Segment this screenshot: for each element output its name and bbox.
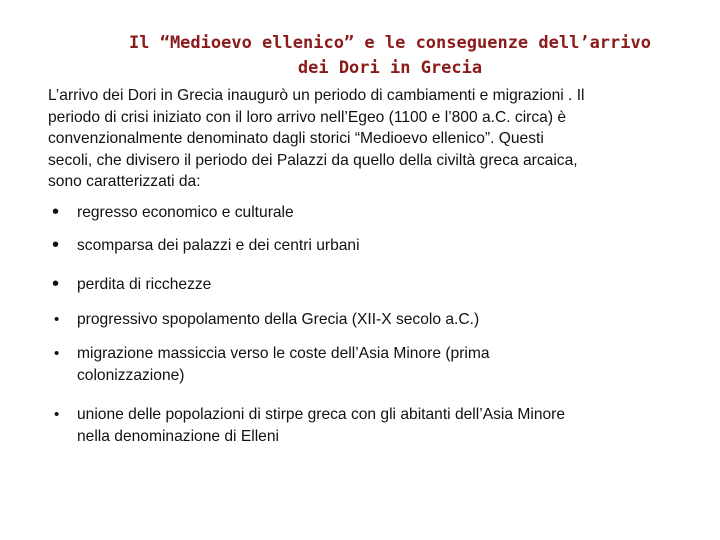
bullet-line: migrazione massiccia verso le coste dell’Asia Minore (prima xyxy=(77,345,490,362)
bullet-line: regresso economico e culturale xyxy=(77,204,294,221)
bullet-text xyxy=(77,235,687,257)
intro-paragraph xyxy=(48,85,688,193)
bullet-text xyxy=(77,309,687,331)
slide-title-line-2: dei Dori in Grecia xyxy=(297,58,483,78)
bullet-line: nella denominazione di Elleni xyxy=(77,427,279,445)
bullet-line: colonizzazione) xyxy=(77,366,185,384)
bullet-marker: • xyxy=(54,345,60,362)
bullet-marker: • xyxy=(52,234,60,256)
intro-line: periodo di crisi iniziato con il loro arrivo nell’Egeo (1100 e l’800 a.C. circa) è xyxy=(48,108,567,126)
bullet-line: perdita di ricchezze xyxy=(77,276,212,293)
bullet-line: unione delle popolazioni di stirpe greca con gli abitanti dell’Asia Minore xyxy=(77,406,566,423)
bullet-text xyxy=(77,343,687,386)
bullet-line: scomparsa dei palazzi e dei centri urbani xyxy=(77,237,360,254)
intro-line: L’arrivo dei Dori in Grecia inaugurò un periodo di cambiamenti e migrazioni . Il xyxy=(48,87,585,104)
bullet-text xyxy=(77,202,687,224)
bullet-marker: • xyxy=(52,201,60,223)
slide-title-line-1: Il “Medioevo ellenico” e le conseguenze dell’arrivo xyxy=(129,33,651,53)
bullet-text xyxy=(77,404,687,447)
bullet-line: progressivo spopolamento della Grecia (XII-X secolo a.C.) xyxy=(77,311,480,328)
bullet-marker: • xyxy=(54,406,60,423)
bullet-marker: • xyxy=(52,273,60,295)
intro-line: sono caratterizzati da: xyxy=(48,173,201,190)
bullet-marker: • xyxy=(54,311,60,328)
intro-line: convenzionalmente denominato dagli storici “Medioevo ellenico”. Questi xyxy=(48,130,544,147)
bullet-text xyxy=(77,274,687,296)
slide-title xyxy=(60,31,720,81)
intro-line: secoli, che divisero il periodo dei Palazzi da quello della civiltà greca arcaica, xyxy=(48,151,578,169)
